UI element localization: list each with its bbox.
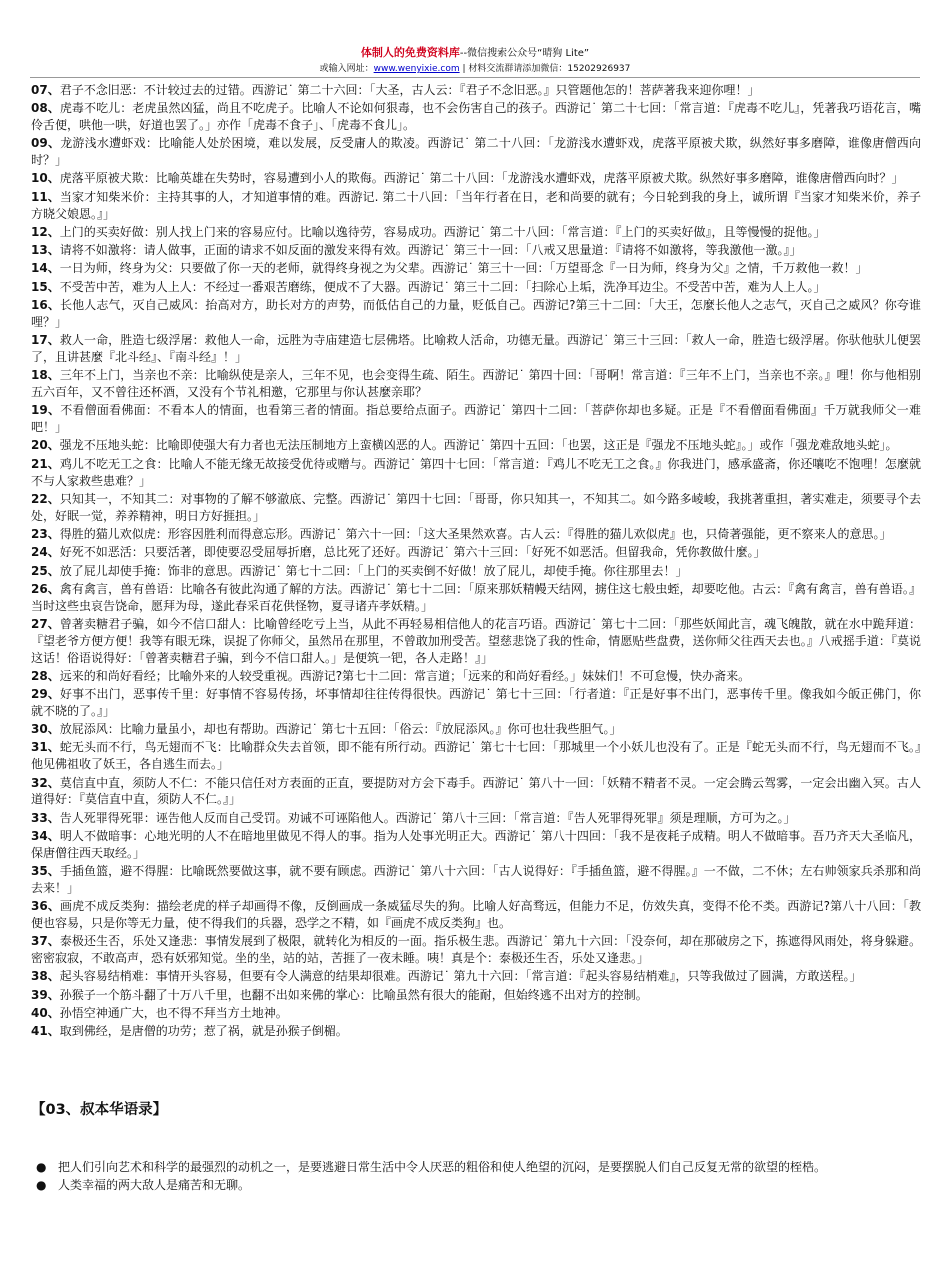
list-item	[31, 933, 921, 967]
list-item	[31, 279, 921, 296]
list-item	[31, 297, 921, 331]
item-number: 13、	[31, 243, 60, 258]
list-item	[31, 668, 921, 685]
list-item	[31, 170, 921, 187]
list-item	[31, 863, 921, 897]
item-text: 只知其一，不知其二：对事物的了解不够澈底、完整。西游记˙ 第四十七回：「哥哥，你只知其一，不知其二。如今路多崚峻，我挑著重担，著实难走，须要寻个去处，好眠一觉，养养精神，明日方好捱担。」	[31, 491, 922, 523]
item-number: 37、	[31, 934, 60, 949]
list-item	[31, 775, 921, 809]
item-number: 16、	[31, 298, 60, 313]
item-text: 上门的买卖好做：别人找上门来的容易应付。比喻以逸待劳，容易成功。西游记˙ 第二十八回：「常言道：『上门的买卖好做』，且等慢慢的捉他。」	[59, 224, 826, 239]
item-text: 手插鱼篮，避不得腥：比喻既然要做这事，就不要有顾虑。西游记˙ 第八十六回：「古人说得好：『手插鱼篮，避不得腥。』一不做，二不休；左右帅领家兵杀那和尚去来！」	[31, 864, 922, 895]
item-text: 禽有禽言，兽有兽语：比喻各有彼此沟通了解的方法。西游记˙ 第七十二回：「原来那妖精幔天结网，掳住这七般虫蛭，却要吃他。古云：『禽有禽言，兽有兽语。』当时这些虫哀告饶命，愿拜为母，遂此春采百花供怪物，夏寻诸卉孝妖精。」	[31, 581, 922, 613]
list-item	[31, 987, 921, 1004]
list-item	[31, 456, 921, 490]
item-text: 孙猴子一个筋斗翻了十万八千里，也翻不出如来佛的掌心：比喻虽然有很大的能耐，但始终逃不出对方的控制。	[59, 987, 648, 1002]
site-name: 体制人的免费资料库	[360, 46, 460, 59]
item-number: 10、	[31, 171, 60, 186]
site-link[interactable]: www.wenyixie.com	[373, 64, 460, 74]
item-text: 好死不如恶活：只要活著，即使要忍受屈辱折磨，总比死了还好。西游记˙ 第六十三回：「好死不如恶活。但留我命，凭你教做什麼。」	[59, 545, 766, 560]
header-line-1	[0, 46, 950, 61]
item-text: 强龙不压地头蛇：比喻即使强大有力者也无法压制地方上蛮横凶恶的人。西游记˙ 第四十五回：「也罢，这正是『强龙不压地头蛇』。」或作「强龙难敌地头蛇」。	[59, 438, 898, 453]
item-text: 不受苦中苦，难为人上人：不经过一番艰苦磨练，便成不了大器。西游记˙ 第三十二回：「扫除心上垢，洗净耳边尘。不受苦中苦，难为人上人。」	[59, 279, 826, 294]
list-item	[31, 260, 921, 277]
header-divider	[30, 77, 920, 78]
item-text: 画虎不成反类狗：描绘老虎的样子却画得不像，反倒画成一条威猛尽失的狗。比喻人好高骛远，但能力不足，仿效失真，变得不伦不类。西游记?第八十八回：「教便也容易，只是你等无力量，使不得我们的兵器，恐学之不精，如『画虎不成反类狗』也。	[31, 899, 921, 930]
item-text: 远来的和尚好看经；比喻外来的人较受重视。西游记?第七十二回：常言道；「远来的和尚好看经。」妹妹们！不可怠慢，快办斋来。	[59, 668, 751, 683]
item-text: 长他人志气，灭自己威风：抬高对方，助长对方的声势，而低估自己的力量，贬低自己。西游记?第三十二回：「大王，怎麼长他人之志气，灭自己之威风？你夸谁哩？」	[31, 298, 921, 329]
item-text: 取到佛经，是唐僧的功劳；惹了祸，就是孙猴子倒楣。	[59, 1024, 348, 1039]
list-item	[31, 616, 921, 666]
item-number: 25、	[31, 563, 60, 578]
list-item	[31, 402, 921, 436]
item-text: 虎毒不吃儿：老虎虽然凶猛，尚且不吃虎子。比喻人不论如何狠毒，也不会伤害自己的孩子。西游记˙ 第二十七回：「常言道：『虎毒不吃儿』，凭著我巧语花言，嘴伶舌便，哄他一哄，好道也罢了。」亦作「虎毒不食子」、「虎毒不食儿」。	[31, 101, 922, 133]
item-text: 得胜的猫儿欢似虎：形容因胜利而得意忘形。西游记˙ 第六十一回：「这大圣果然欢喜。古人云：『得胜的猫儿欢似虎』也，只倚著强能，更不察来人的意思。」	[59, 526, 892, 541]
item-text: 放了屁儿却使手掩：饰非的意思。西游记˙ 第七十二回：「上门的买卖倒不好做！放了屁儿，却使手掩。你往那里去！」	[59, 563, 688, 578]
item-number: 20、	[31, 438, 60, 453]
item-number: 09、	[31, 136, 61, 151]
item-number: 08、	[31, 101, 60, 116]
list-item	[31, 367, 921, 401]
header-line-2	[0, 63, 950, 75]
item-text: 当家才知柴米价：主持其事的人，才知道事情的难。西游记. 第二十八回：「当年行者在日，老和尚要的就有；今日轮到我的身上，诚所谓『当家才知柴米价，养子方晓父娘恩。』」	[31, 189, 922, 221]
list-item	[31, 544, 921, 561]
item-number: 38、	[31, 969, 60, 984]
list-item	[31, 100, 921, 134]
item-text: 救人一命，胜造七级浮屠：救他人一命，远胜为寺庙建造七层佛塔。比喻救人活命，功德无量。西游记˙ 第三十三回：「救人一命，胜造七级浮屠。你驮他驮儿便罢了，且讲甚麼『北斗经』、『南斗经』！」	[31, 333, 922, 364]
item-text: 君子不念旧恶：不计较过去的过错。西游记˙ 第二十六回：「大圣，古人云：『君子不念旧恶。』只管题他怎的！菩萨著我来迎你哩！」	[59, 83, 760, 97]
list-item	[31, 810, 921, 827]
list-item	[31, 686, 921, 720]
wechat-note: --微信搜索公众号“晴狗 Lite”	[459, 48, 590, 59]
item-number: 15、	[31, 279, 60, 294]
quote-text: 把人们引向艺术和科学的最强烈的动机之一，是要逃避日常生活中令人厌恶的粗俗和使人绝望的沉闷，是要摆脱人们自己反复无常的欲望的桎梏。	[58, 1160, 827, 1174]
item-text: 鸡儿不吃无工之食：比喻人不能无缘无故接受优待或赠与。西游记˙ 第四十七回：「常言道：『鸡儿不吃无工之食。』你我进门，感承盛斋，你还嚷吃不饱哩！怎麼就不与人家救些患难？」	[31, 456, 922, 488]
bullet-icon: ●	[36, 1178, 47, 1192]
proverb-list	[31, 82, 921, 1042]
list-item	[31, 581, 921, 615]
item-text: 泰极还生否，乐处又逢悲：事情发展到了极限，就转化为相反的一面。指乐极生悲。西游记˙ 第九十六回：「没奈何，却在那破房之下，拣遮得风雨处，将身躲避。密密寂寂，不敢高声，恐有妖邪知觉。坐的坐，站的站，苦捱了一夜未睡。咦！真是个：泰极还生否，乐处又逢悲。」	[31, 934, 922, 966]
item-number: 32、	[31, 775, 60, 790]
list-item	[31, 739, 921, 773]
item-number: 36、	[31, 899, 60, 914]
item-number: 24、	[31, 545, 60, 560]
item-text: 莫信直中直，须防人不仁：不能只信任对方表面的正直，要提防对方会下毒手。西游记˙ 第八十一回：「妖精不精者不灵。一定会腾云驾雾，一定会出幽入冥。古人道得好：『莫信直中直，须防人不仁。』」	[31, 775, 922, 807]
item-text: 一日为师，终身为父：只要做了你一天的老师，就得终身视之为父辈。西游记˙ 第三十一回：「万望哥念『一日为师，终身为父』之情，千万救他一救！」	[59, 261, 868, 276]
list-item	[31, 1023, 921, 1040]
item-number: 18、	[31, 368, 60, 383]
item-number: 30、	[31, 722, 60, 737]
item-number: 11、	[31, 189, 60, 204]
item-number: 27、	[31, 616, 60, 631]
item-number: 39、	[31, 987, 60, 1002]
item-text: 三年不上门，当亲也不亲：比喻纵使是亲人，三年不见，也会变得生疏、陌生。西游记˙ 第四十回：「哥啊！常言道：『三年不上门，当亲也不亲。』哩！你与他相别五六百年，又不曾往还杯酒，又没有个节礼相邀，它那里与你认甚麼亲耶？	[31, 368, 922, 400]
quote-item	[36, 1176, 916, 1194]
item-number: 41、	[31, 1024, 60, 1039]
item-text: 虎落平原被犬欺：比喻英雄在失势时，容易遭到小人的欺侮。西游记˙ 第二十八回：「龙游浅水遭虾戏，虎落平原被犬欺。纵然好事多磨障，谁像唐僧西向时？」	[59, 171, 904, 186]
list-item	[31, 491, 921, 525]
list-item	[31, 828, 921, 862]
item-text: 起头容易结梢难：事情开头容易，但要有令人满意的结果却很难。西游记˙ 第九十六回：「常言道：『起头容易结梢难』，只等我做过了圆满，方敢送程。」	[59, 969, 862, 984]
contact-info: | 材料交流群请添加微信：15202926937	[459, 64, 631, 74]
page-header	[0, 0, 950, 78]
item-number: 33、	[31, 810, 60, 825]
item-text: 明人不做暗事：心地光明的人不在暗地里做见不得人的事。指为人处事光明正大。西游记˙ 第八十四回：「我不是夜耗子成精。明人不做暗事。吾乃齐天大圣临凡，保唐僧往西天取经。」	[31, 828, 922, 860]
bullet-icon: ●	[36, 1160, 47, 1174]
list-item	[31, 82, 921, 99]
list-item	[31, 526, 921, 543]
list-item	[31, 563, 921, 580]
item-text: 不看僧面看佛面：不看本人的情面，也看第三者的情面。指总要给点面子。西游记˙ 第四十二回：「菩萨你却也多疑。正是『不看僧面看佛面』千万就我师父一难吧！」	[31, 403, 921, 435]
list-item	[31, 898, 921, 932]
item-number: 29、	[31, 687, 61, 702]
item-text: 好事不出门，恶事传千里：好事情不容易传扬，坏事情却往往传得很快。西游记˙ 第七十三回：「行者道：『正是好事不出门，恶事传千里。像我如今皈正佛门，你就不晓的了。』」	[31, 687, 921, 718]
list-item	[31, 332, 921, 366]
item-text: 请将不如激将：请人做事，正面的请求不如反面的激发来得有效。西游记˙ 第三十一回：「八戒又思量道：『请将不如激将，等我激他一激。』」	[59, 243, 802, 258]
item-number: 23、	[31, 526, 60, 541]
item-number: 35、	[31, 864, 60, 879]
item-text: 蛇无头而不行，鸟无翅而不飞：比喻群众失去首领，即不能有所行动。西游记˙ 第七十七回：「那城里一个小妖儿也没有了。正是『蛇无头而不行，鸟无翅而不飞。』他见佛祖收了妖王，各自逃生而去。」	[31, 740, 922, 772]
item-number: 12、	[31, 224, 60, 239]
item-text: 放屁添风：比喻力量虽小，却也有帮助。西游记˙ 第七十五回：「俗云：『放屁添风。』你可也壮我些胆气。」	[59, 722, 622, 737]
list-item	[31, 1005, 921, 1022]
list-item	[31, 242, 921, 259]
item-text: 龙游浅水遭虾戏：比喻能人处於困境，难以发展，反受庸人的欺凌。西游记˙ 第二十八回：「龙游浅水遭虾戏，虎落平原被犬欺，纵然好事多磨障，谁像唐僧西向时？」	[31, 136, 921, 168]
quote-list	[36, 1158, 916, 1194]
item-number: 07、	[31, 83, 60, 97]
item-text: 孙悟空神通广大，也不得不拜当方土地神。	[59, 1005, 288, 1020]
section-title: 【03、叔本华语录】	[31, 1102, 168, 1118]
list-item	[31, 968, 921, 985]
quote-item	[36, 1158, 916, 1176]
item-text: 告人死罪得死罪：诬告他人反而自己受罚。劝诫不可诬陷他人。西游记˙ 第八十三回：「常言道：『告人死罪得死罪』须是理顺，方可为之。」	[59, 810, 796, 825]
url-label: 或输入网址：	[319, 64, 374, 74]
item-number: 17、	[31, 333, 60, 348]
list-item	[31, 224, 921, 241]
item-number: 19、	[31, 403, 61, 418]
quote-text: 人类幸福的两大敌人是痛苦和无聊。	[58, 1178, 251, 1192]
item-number: 26、	[31, 581, 60, 596]
list-item	[31, 135, 921, 169]
list-item	[31, 721, 921, 738]
item-number: 21、	[31, 456, 60, 471]
item-number: 31、	[31, 740, 60, 755]
item-text: 曾著卖糖君子骗，如今不信口甜人：比喻曾经吃亏上当，从此不再轻易相信他人的花言巧语。西游记˙ 第七十二回：「那些妖闻此言，魂飞魄散，就在水中跪拜道：『望老爷方便方便！我等有眼无珠，误捉了你师父，虽然吊在那里，不曾敢加刑受苦。望慈悲饶了我的性命，情愿贴些盘费，送你师父往西天去也。』八戒摇手道：『莫说这话！俗语说得好：「曾著卖糖君子骗，到今不信口甜人。」是便筑一钯，各人走路！』」	[31, 616, 922, 665]
list-item	[31, 437, 921, 454]
item-number: 34、	[31, 828, 60, 843]
item-number: 14、	[31, 261, 60, 276]
list-item	[31, 189, 921, 223]
item-number: 28、	[31, 668, 60, 683]
item-number: 22、	[31, 491, 60, 506]
item-number: 40、	[31, 1005, 60, 1020]
